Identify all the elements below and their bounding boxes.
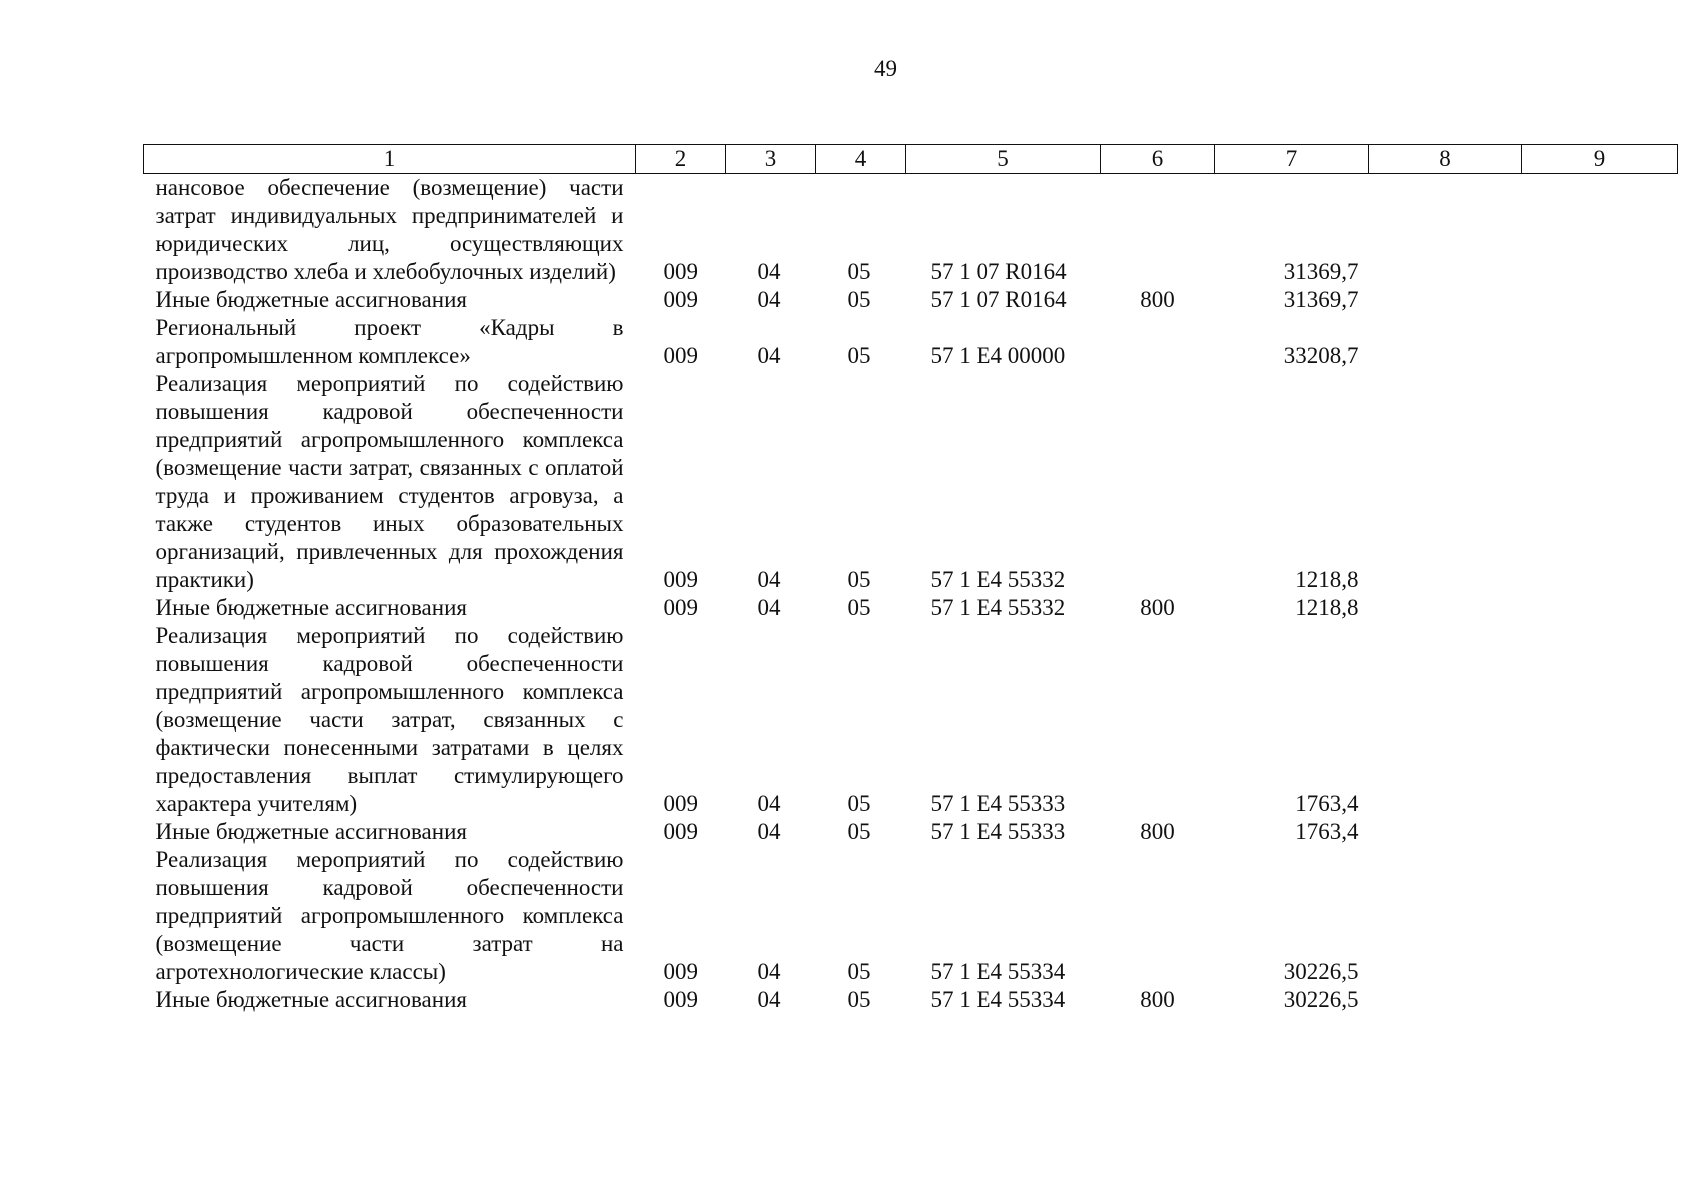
cell-col8 [1369, 286, 1522, 314]
cell-col8 [1369, 370, 1522, 594]
table-row [144, 594, 1678, 622]
cell-expense-type [1101, 622, 1215, 818]
cell-ministry-code: 009 [663, 259, 698, 284]
cell-col8 [1369, 594, 1522, 622]
column-header-5: 5 [906, 145, 1101, 174]
row-name: Иные бюджетные ассигнования [155, 987, 467, 1012]
cell-subsection-code: 05 [847, 819, 871, 844]
cell-section-code: 04 [757, 595, 781, 620]
cell-col9 [1522, 286, 1678, 314]
cell-target-article: 57 1 E4 55333 [930, 791, 1066, 816]
cell-subsection-code: 05 [847, 567, 871, 592]
column-header-8: 8 [1369, 145, 1522, 174]
cell-subsection-code: 05 [847, 595, 871, 620]
cell-col9 [1522, 594, 1678, 622]
cell-ministry-code: 009 [663, 819, 698, 844]
budget-table [143, 144, 1678, 1014]
cell-subsection-code: 05 [847, 287, 871, 312]
cell-col9 [1522, 370, 1678, 594]
column-header-3: 3 [726, 145, 816, 174]
column-header-7: 7 [1215, 145, 1369, 174]
cell-ministry-code: 009 [663, 567, 698, 592]
table-row [144, 846, 1678, 986]
cell-col8 [1369, 314, 1522, 370]
column-header-1: 1 [144, 145, 636, 174]
cell-expense-type: 800 [1140, 987, 1175, 1012]
cell-subsection-code: 05 [847, 959, 871, 984]
column-header-6: 6 [1101, 145, 1215, 174]
cell-amount: 1218,8 [1295, 595, 1359, 620]
cell-section-code: 04 [757, 343, 781, 368]
row-name: Иные бюджетные ассигнования [155, 287, 467, 312]
cell-col8 [1369, 174, 1522, 287]
cell-expense-type [1101, 846, 1215, 986]
cell-target-article: 57 1 07 R0164 [930, 287, 1067, 312]
row-name: Реализация мероприятий по содействию повышения кадровой обеспеченности предприятий агропромышленного комплекса (возмещение части затрат, связанных с оплатой труда и проживанием студентов агровуза, а также студентов иных образовательных организаций, привлеченных для прохождения практики) [155, 371, 624, 592]
cell-col8 [1369, 622, 1522, 818]
column-header-4: 4 [816, 145, 906, 174]
cell-expense-type: 800 [1140, 819, 1175, 844]
row-name: нансовое обеспечение (возмещение) части затрат индивидуальных предпринимателей и юридических лиц, осуществляющих производство хлеба и хлебобулочных изделий) [155, 175, 624, 284]
row-name: Реализация мероприятий по содействию повышения кадровой обеспеченности предприятий агропромышленного комплекса (возмещение части затрат на агротехнологические классы) [155, 847, 624, 984]
cell-section-code: 04 [757, 959, 781, 984]
cell-amount: 33208,7 [1283, 343, 1359, 368]
cell-col9 [1522, 986, 1678, 1014]
table-row [144, 818, 1678, 846]
cell-ministry-code: 009 [663, 959, 698, 984]
cell-ministry-code: 009 [663, 987, 698, 1012]
cell-amount: 1218,8 [1295, 567, 1359, 592]
cell-section-code: 04 [757, 567, 781, 592]
cell-section-code: 04 [757, 987, 781, 1012]
cell-expense-type [1101, 370, 1215, 594]
cell-ministry-code: 009 [663, 287, 698, 312]
cell-subsection-code: 05 [847, 343, 871, 368]
table-row [144, 370, 1678, 594]
cell-col9 [1522, 846, 1678, 986]
cell-amount: 31369,7 [1283, 259, 1359, 284]
table-row [144, 314, 1678, 370]
cell-target-article: 57 1 E4 55334 [930, 987, 1066, 1012]
cell-expense-type [1101, 174, 1215, 287]
cell-col9 [1522, 818, 1678, 846]
column-header-2: 2 [636, 145, 726, 174]
cell-col9 [1522, 174, 1678, 287]
cell-amount: 1763,4 [1295, 791, 1359, 816]
cell-amount: 31369,7 [1283, 287, 1359, 312]
cell-section-code: 04 [757, 791, 781, 816]
row-name: Реализация мероприятий по содействию повышения кадровой обеспеченности предприятий агропромышленного комплекса (возмещение части затрат, связанных с фактически понесенными затратами в целях предоставления выплат стимулирующего характера учителям) [155, 623, 624, 816]
cell-expense-type: 800 [1140, 287, 1175, 312]
header-row [144, 145, 1678, 174]
table-row [144, 174, 1678, 287]
cell-subsection-code: 05 [847, 987, 871, 1012]
table-header [144, 145, 1678, 174]
cell-target-article: 57 1 E4 55332 [930, 567, 1066, 592]
cell-amount: 1763,4 [1295, 819, 1359, 844]
cell-target-article: 57 1 07 R0164 [930, 259, 1067, 284]
cell-target-article: 57 1 E4 00000 [930, 343, 1066, 368]
cell-ministry-code: 009 [663, 595, 698, 620]
cell-subsection-code: 05 [847, 791, 871, 816]
cell-expense-type: 800 [1140, 595, 1175, 620]
cell-col8 [1369, 986, 1522, 1014]
row-name: Иные бюджетные ассигнования [155, 819, 467, 844]
page-number: 49 [874, 56, 897, 81]
table-row [144, 286, 1678, 314]
table-row [144, 622, 1678, 818]
cell-section-code: 04 [757, 259, 781, 284]
cell-target-article: 57 1 E4 55333 [930, 819, 1066, 844]
row-name: Иные бюджетные ассигнования [155, 595, 467, 620]
cell-col9 [1522, 314, 1678, 370]
cell-section-code: 04 [757, 819, 781, 844]
cell-amount: 30226,5 [1283, 987, 1359, 1012]
cell-expense-type [1101, 314, 1215, 370]
table-row [144, 986, 1678, 1014]
cell-target-article: 57 1 E4 55332 [930, 595, 1066, 620]
cell-col9 [1522, 622, 1678, 818]
cell-subsection-code: 05 [847, 259, 871, 284]
cell-col8 [1369, 818, 1522, 846]
cell-section-code: 04 [757, 287, 781, 312]
column-header-9: 9 [1522, 145, 1678, 174]
cell-amount: 30226,5 [1283, 959, 1359, 984]
cell-ministry-code: 009 [663, 343, 698, 368]
cell-target-article: 57 1 E4 55334 [930, 959, 1066, 984]
cell-col8 [1369, 846, 1522, 986]
cell-ministry-code: 009 [663, 791, 698, 816]
table-body [144, 174, 1678, 1015]
row-name: Региональный проект «Кадры в агропромышленном комплексе» [155, 315, 624, 368]
